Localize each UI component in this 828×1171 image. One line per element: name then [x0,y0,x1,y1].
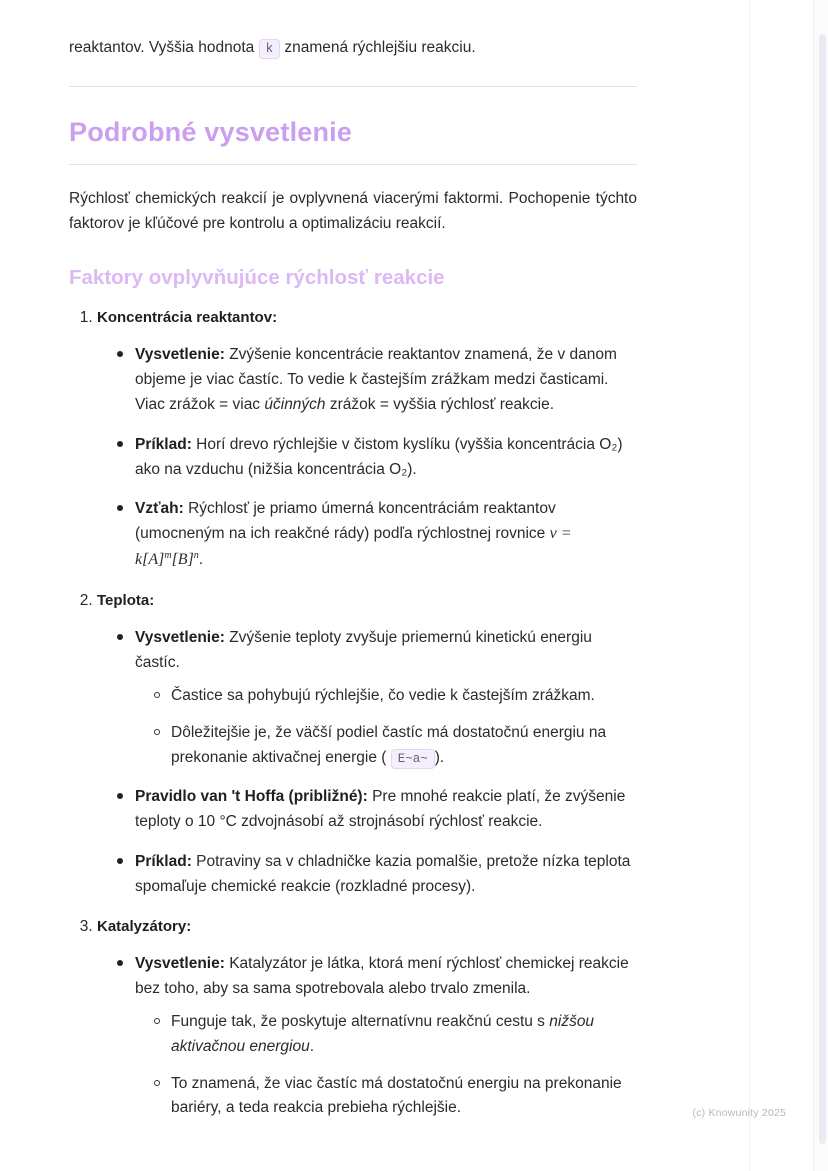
bullet-item [115,849,637,899]
page-title: Podrobné vysvetlenie [69,117,353,148]
bullet-lead: Pravidlo van 't Hoffa (približné): [135,788,368,806]
bullet-text: Zvýšenie koncentrácie reaktantov znamená, že v danom objeme je viac častíc. To vedie k častejším zrážkam medzi časticami. Viac zrážok = viac [135,346,617,414]
bullet-item [115,784,637,834]
bullet-item [115,432,637,482]
formula-exponent-n: n [193,549,199,561]
sub-bullet-item [151,684,637,709]
sub-bullet-list [135,684,637,770]
list-item [97,306,637,572]
sub-bullet-list [135,1010,637,1121]
bullet-text-cont: zrážok = vyššia rýchlosť reakcie. [325,396,555,414]
top-paragraph [69,36,637,60]
sub-bullet-item [151,721,637,771]
bullet-text: Horí drevo rýchlejšie v čistom kyslíku (vyššia koncentrácia O₂) ako na vzduchu (nižšia koncentrácia O₂). [135,435,623,478]
top-divider [69,86,637,87]
bullet-item [115,342,637,417]
bullet-text: Pre mnohé reakcie platí, že zvýšenie teploty o 10 °C zdvojnásobí až strojnásobí rýchlosť reakcie. [135,788,626,831]
sub-bullet-text-cont: . [309,1037,315,1055]
bullet-lead: Vysvetlenie: [135,954,225,972]
title-underline [69,164,637,165]
document-content [69,0,637,1121]
list-item-heading: Teplota: [97,591,155,609]
bullet-text: Katalyzátor je látka, ktorá mení rýchlosť chemickej reakcie bez toho, aby sa sama spotrebovala alebo trvalo zmenila. [135,954,629,997]
sub-bullet-text: Funguje tak, že poskytuje alternatívnu reakčnú cestu s [171,1013,550,1031]
bullet-list [97,625,637,899]
bullet-item [115,951,637,1121]
formula-end: . [198,550,204,568]
bullet-emphasis: účinných [264,396,326,414]
factors-list [69,306,637,1121]
top-paragraph-text-after: znamená rýchlejšiu reakciu. [284,39,476,56]
page-edge-divider [749,0,750,1171]
list-item [97,589,637,899]
intro-paragraph: Rýchlosť chemických reakcií je ovplyvnená viacerými faktormi. Pochopenie týchto faktorov je kľúčové pre kontrolu a optimalizáciu reakcií. [69,190,637,233]
sub-bullet-item [151,1072,637,1122]
formula-part-2: [B] [171,550,194,568]
bullet-lead: Vysvetlenie: [135,628,225,646]
inline-code-ea: E~a~ [391,749,435,769]
bullet-lead: Vzťah: [135,499,184,517]
list-item-heading: Koncentrácia reaktantov: [97,309,278,327]
sub-bullet-text-cont: ). [434,748,445,766]
bullet-item [115,496,637,573]
inline-code-k: k [259,39,281,59]
sub-bullet-text: Častice sa pohybujú rýchlejšie, čo vedie k častejším zrážkam. [171,686,595,704]
bullet-lead: Príklad: [135,852,192,870]
bullet-text: Zvýšenie teploty zvyšuje priemernú kinetickú energiu častíc. [135,628,592,671]
bullet-lead: Príklad: [135,435,192,453]
sub-bullet-emphasis: nižšou aktivačnou energiou [171,1013,595,1055]
formula-part-1: v = k[A] [135,524,572,568]
formula-exponent-m: m [164,549,172,561]
watermark: (c) Knowunity 2025 [692,1107,786,1119]
bullet-list [97,951,637,1121]
bullet-item [115,625,637,771]
bullet-lead: Vysvetlenie: [135,346,225,364]
scrollbar[interactable] [813,0,828,1171]
scrollbar-thumb[interactable] [819,34,826,1144]
subsection-title: Faktory ovplyvňujúce rýchlosť reakcie [69,266,445,290]
list-item-heading: Katalyzátory: [97,917,192,935]
sub-bullet-text: Dôležitejšie je, že väčší podiel častíc má dostatočnú energiu na prekonanie aktivačnej energie ( [171,723,607,766]
sub-bullet-text: To znamená, že viac častíc má dostatočnú energiu na prekonanie bariéry, a teda reakcia prebieha rýchlejšie. [171,1074,622,1117]
bullet-text: Potraviny sa v chladničke kazia pomalšie, pretože nízka teplota spomaľuje chemické reakcie (rozkladné procesy). [135,852,631,895]
top-paragraph-text-before: reaktantov. Vyššia hodnota [69,39,255,56]
bullet-text: Rýchlosť je priamo úmerná koncentráciám reaktantov (umocneným na ich reakčné rády) podľa rýchlostnej rovnice [135,499,556,542]
list-item [97,915,637,1121]
sub-bullet-item [151,1010,637,1060]
bullet-list [97,342,637,572]
